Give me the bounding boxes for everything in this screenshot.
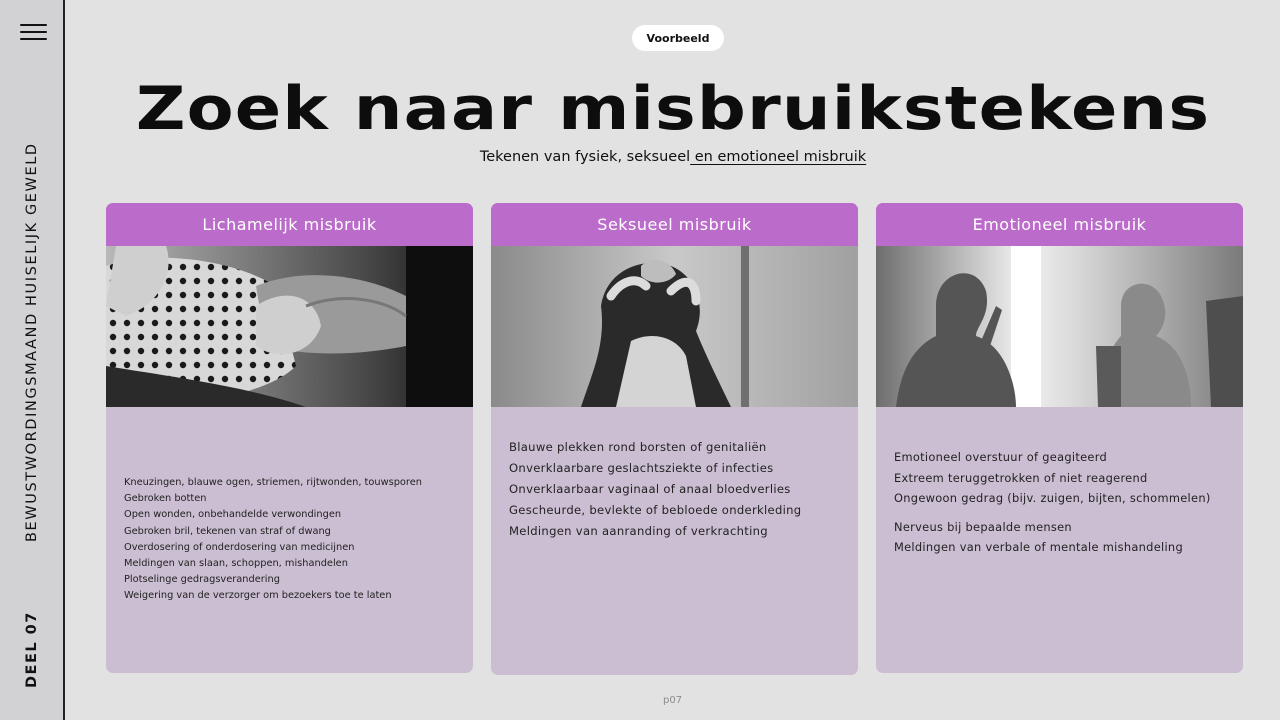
- card-emotional-abuse: [876, 203, 1243, 673]
- list-item: Gescheurde, bevlekte of bebloede onderkleding: [509, 503, 802, 517]
- list-item: Onverklaarbaar vaginaal of anaal bloedverlies: [509, 482, 791, 496]
- series-label: BEWUSTWORDINGSMAAND HUISELIJK GEWELD: [24, 142, 40, 542]
- list-item: Extreem teruggetrokken of niet reagerend: [894, 470, 1148, 485]
- list-item: Ongewoon gedrag (bijv. zuigen, bijten, schommelen): [894, 491, 1211, 505]
- card-physical-abuse: [106, 203, 473, 673]
- list-item: Meldingen van verbale of mentale mishandeling: [894, 540, 1183, 554]
- card-sexual-abuse: [491, 203, 858, 675]
- sexual-signs-list: [509, 437, 848, 542]
- list-item: Gebroken botten: [124, 493, 207, 505]
- physical-signs-list: [124, 475, 463, 605]
- list-item: Meldingen van slaan, schoppen, mishandelen: [124, 558, 348, 570]
- list-item: Emotioneel overstuur of geagiteerd: [894, 450, 1108, 464]
- part-label: DEEL 07: [24, 611, 40, 688]
- list-item: Gebroken bril, tekenen van straf of dwang: [124, 525, 331, 537]
- list-item: Open wonden, onbehandelde verwondingen: [124, 509, 342, 521]
- hamburger-icon[interactable]: [20, 24, 47, 42]
- page-subtitle: [66, 149, 1280, 165]
- card-photo-emotional: [876, 246, 1243, 407]
- list-item: Kneuzingen, blauwe ogen, striemen, rijtwonden, touwsporen: [124, 477, 422, 488]
- subtitle-text: Tekenen van fysiek, seksueel: [479, 149, 691, 165]
- card-photo-physical: [106, 246, 473, 407]
- example-badge: Voorbeeld: [632, 25, 724, 51]
- list-item: Plotselinge gedragsverandering: [124, 574, 280, 586]
- emotional-signs-list: [894, 447, 1233, 558]
- list-item: Nerveus bij bepaalde mensen: [894, 519, 1072, 534]
- card-photo-sexual: [491, 246, 858, 407]
- list-item: Onverklaarbare geslachtsziekte of infecties: [509, 461, 774, 475]
- page-title: Zoek naar misbruikstekens: [135, 74, 1211, 144]
- list-item: Blauwe plekken rond borsten of genitaliën: [509, 440, 767, 454]
- list-item: Overdosering of onderdosering van medicijnen: [124, 541, 355, 553]
- list-item: Meldingen van aanranding of verkrachting: [509, 524, 768, 538]
- card-title: Emotioneel misbruik: [876, 203, 1243, 246]
- list-item: Weigering van de verzorger om bezoekers toe te laten: [124, 590, 392, 602]
- card-title: Seksueel misbruik: [491, 203, 858, 246]
- card-title: Lichamelijk misbruik: [106, 203, 473, 246]
- subtitle-link[interactable]: en emotioneel misbruik: [690, 149, 867, 165]
- page-number: p07: [663, 695, 683, 706]
